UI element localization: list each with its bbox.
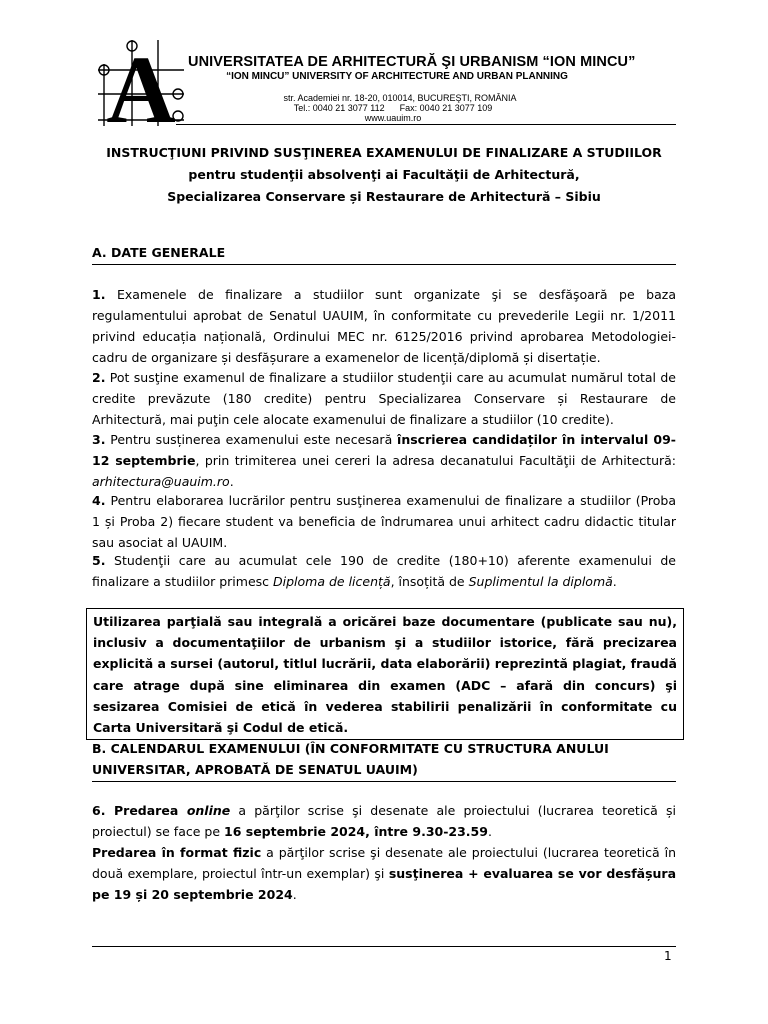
paragraph-text: Pot susţine examenul de finalizare a studiilor studenţii care au acumulat numărul total de credite prevăzute (180 credite) pentru Specializarea Conservare și Restaurare de Arhitectură, mai puţin cele alocate examenului de finalizare a studiilor (10 credite). bbox=[92, 370, 676, 427]
paragraph-text: Examenele de finalizare a studiilor sunt organizate şi se desfăşoară pe baza regulamentului aprobat de Senatul UAUIM, în conformitate cu prevederile Legii nr. 1/2011 privind educația națională, Ordinului MEC nr. 6125/2016 privind aprobarea Metodologiei-cadru de organizare și desfășurare a examenelor de licență/diplomă și disertație. bbox=[92, 287, 676, 365]
paragraph-text: Pentru elaborarea lucrărilor pentru susţinerea examenului de finalizare a studiilor (Proba 1 și Proba 2) fiecare student va beneficia de îndrumarea unui arhitect cadru didactic titular sau asociat al UAUIM. bbox=[92, 493, 676, 550]
paragraph-text: , prin trimiterea unei cereri la adresa decanatului Facultăţii de Arhitectură: bbox=[195, 453, 677, 468]
paragraph-number: 1. bbox=[92, 287, 106, 302]
paragraph-1 bbox=[92, 284, 676, 368]
paragraph-number: 6. Predarea bbox=[92, 803, 187, 818]
paragraph-number: 5. bbox=[92, 553, 106, 568]
university-logo bbox=[98, 40, 184, 126]
contact-phones bbox=[188, 103, 598, 113]
university-address: str. Academiei nr. 18-20, 010014, BUCUREŞTI, ROMÂNIA bbox=[283, 93, 517, 103]
letterhead bbox=[188, 54, 636, 123]
paragraph-text: , însoțită de bbox=[390, 574, 469, 589]
paragraph-text: Pentru susținerea examenului este necesară bbox=[105, 432, 398, 447]
section-a-heading: A. DATE GENERALE bbox=[92, 242, 676, 265]
document-title bbox=[92, 142, 676, 208]
paragraph-number: 3. bbox=[92, 432, 106, 447]
fax-number: Fax: 0040 21 3077 109 bbox=[399, 103, 493, 113]
paragraph-text: a părţilor scrise şi desenate ale proiectului (lucrarea teoretică și proiectul) se face pe bbox=[92, 803, 676, 839]
header-divider bbox=[176, 124, 676, 125]
paragraph-number: 2. bbox=[92, 370, 106, 385]
paragraph-4 bbox=[92, 490, 676, 553]
diploma-term: Diploma de licență bbox=[273, 574, 391, 589]
title-line-2: pentru studenţii absolvenţi ai Facultăţii de Arhitectură, bbox=[188, 167, 580, 182]
paragraph-text: . bbox=[487, 824, 492, 839]
registration-interval: înscrierea candidaților în intervalul 09-12 septembrie bbox=[92, 432, 676, 468]
paragraph-number: 4. bbox=[92, 493, 106, 508]
logo-letter: A bbox=[106, 40, 176, 126]
submission-date: 16 septembrie 2024, între 9.30-23.59 bbox=[224, 824, 488, 839]
section-b-heading: B. CALENDARUL EXAMENULUI (ÎN CONFORMITATE CU STRUCTURA ANULUI UNIVERSITAR, APROBATĂ DE SENATUL UAUIM) bbox=[92, 738, 676, 782]
paragraph-text: . bbox=[229, 474, 234, 489]
paragraph-text: Studenţii care au acumulat cele 190 de credite (180+10) aferente examenului de finalizare a studiilor primesc bbox=[92, 553, 676, 589]
paragraph-2 bbox=[92, 367, 676, 430]
page-number: 1 bbox=[664, 949, 672, 963]
paragraph-3 bbox=[92, 429, 676, 492]
footer-divider bbox=[92, 946, 676, 947]
title-line-1: INSTRUCŢIUNI PRIVIND SUSŢINEREA EXAMENULUI DE FINALIZARE A STUDIILOR bbox=[106, 145, 662, 160]
university-name-ro: UNIVERSITATEA DE ARHITECTURĂ ŞI URBANISM “ION MINCU” bbox=[188, 54, 636, 70]
university-name-en: “ION MINCU” UNIVERSITY OF ARCHITECTURE AND URBAN PLANNING bbox=[226, 71, 568, 82]
paragraph-text: . bbox=[612, 574, 617, 589]
defense-dates: susţinerea + evaluarea se vor desfășura pe 19 și 20 septembrie 2024 bbox=[92, 866, 677, 902]
paragraph-text: . bbox=[292, 887, 297, 902]
paragraph-6 bbox=[92, 800, 676, 842]
supplement-term: Suplimentul la diplomă bbox=[468, 574, 613, 589]
plagiarism-notice-box: Utilizarea parţială sau integrală a oricărei baze documentare (publicate sau nu), inclusiv a documentaţiilor de urbanism şi a studiilor istorice, fără precizarea explicită a sursei (autorul, titlul lucrării, data elaborării) reprezintă plagiat, fraudă care atrage după sine eliminarea din examen (ADC – afară din concurs) şi sesizarea Comisiei de etică în vederea stabilirii penalizării în conformitate cu Carta Universitară şi Codul de etică. bbox=[86, 608, 684, 740]
title-line-3: Specializarea Conservare și Restaurare de Arhitectură – Sibiu bbox=[167, 189, 601, 204]
website-link[interactable]: www.uauim.ro bbox=[364, 113, 422, 123]
online-term: online bbox=[186, 803, 231, 818]
paragraph-7 bbox=[92, 842, 676, 905]
physical-submission-label: Predarea în format fizic bbox=[92, 845, 262, 860]
paragraph-5 bbox=[92, 550, 676, 592]
paragraph-text: a părţilor scrise şi desenate ale proiectului (lucrarea teoretică în două exemplare, proiectul într-un exemplar) şi bbox=[92, 845, 676, 881]
phone-number: Tel.: 0040 21 3077 112 bbox=[293, 103, 385, 113]
email-link[interactable]: arhitectura@uauim.ro bbox=[92, 474, 230, 489]
